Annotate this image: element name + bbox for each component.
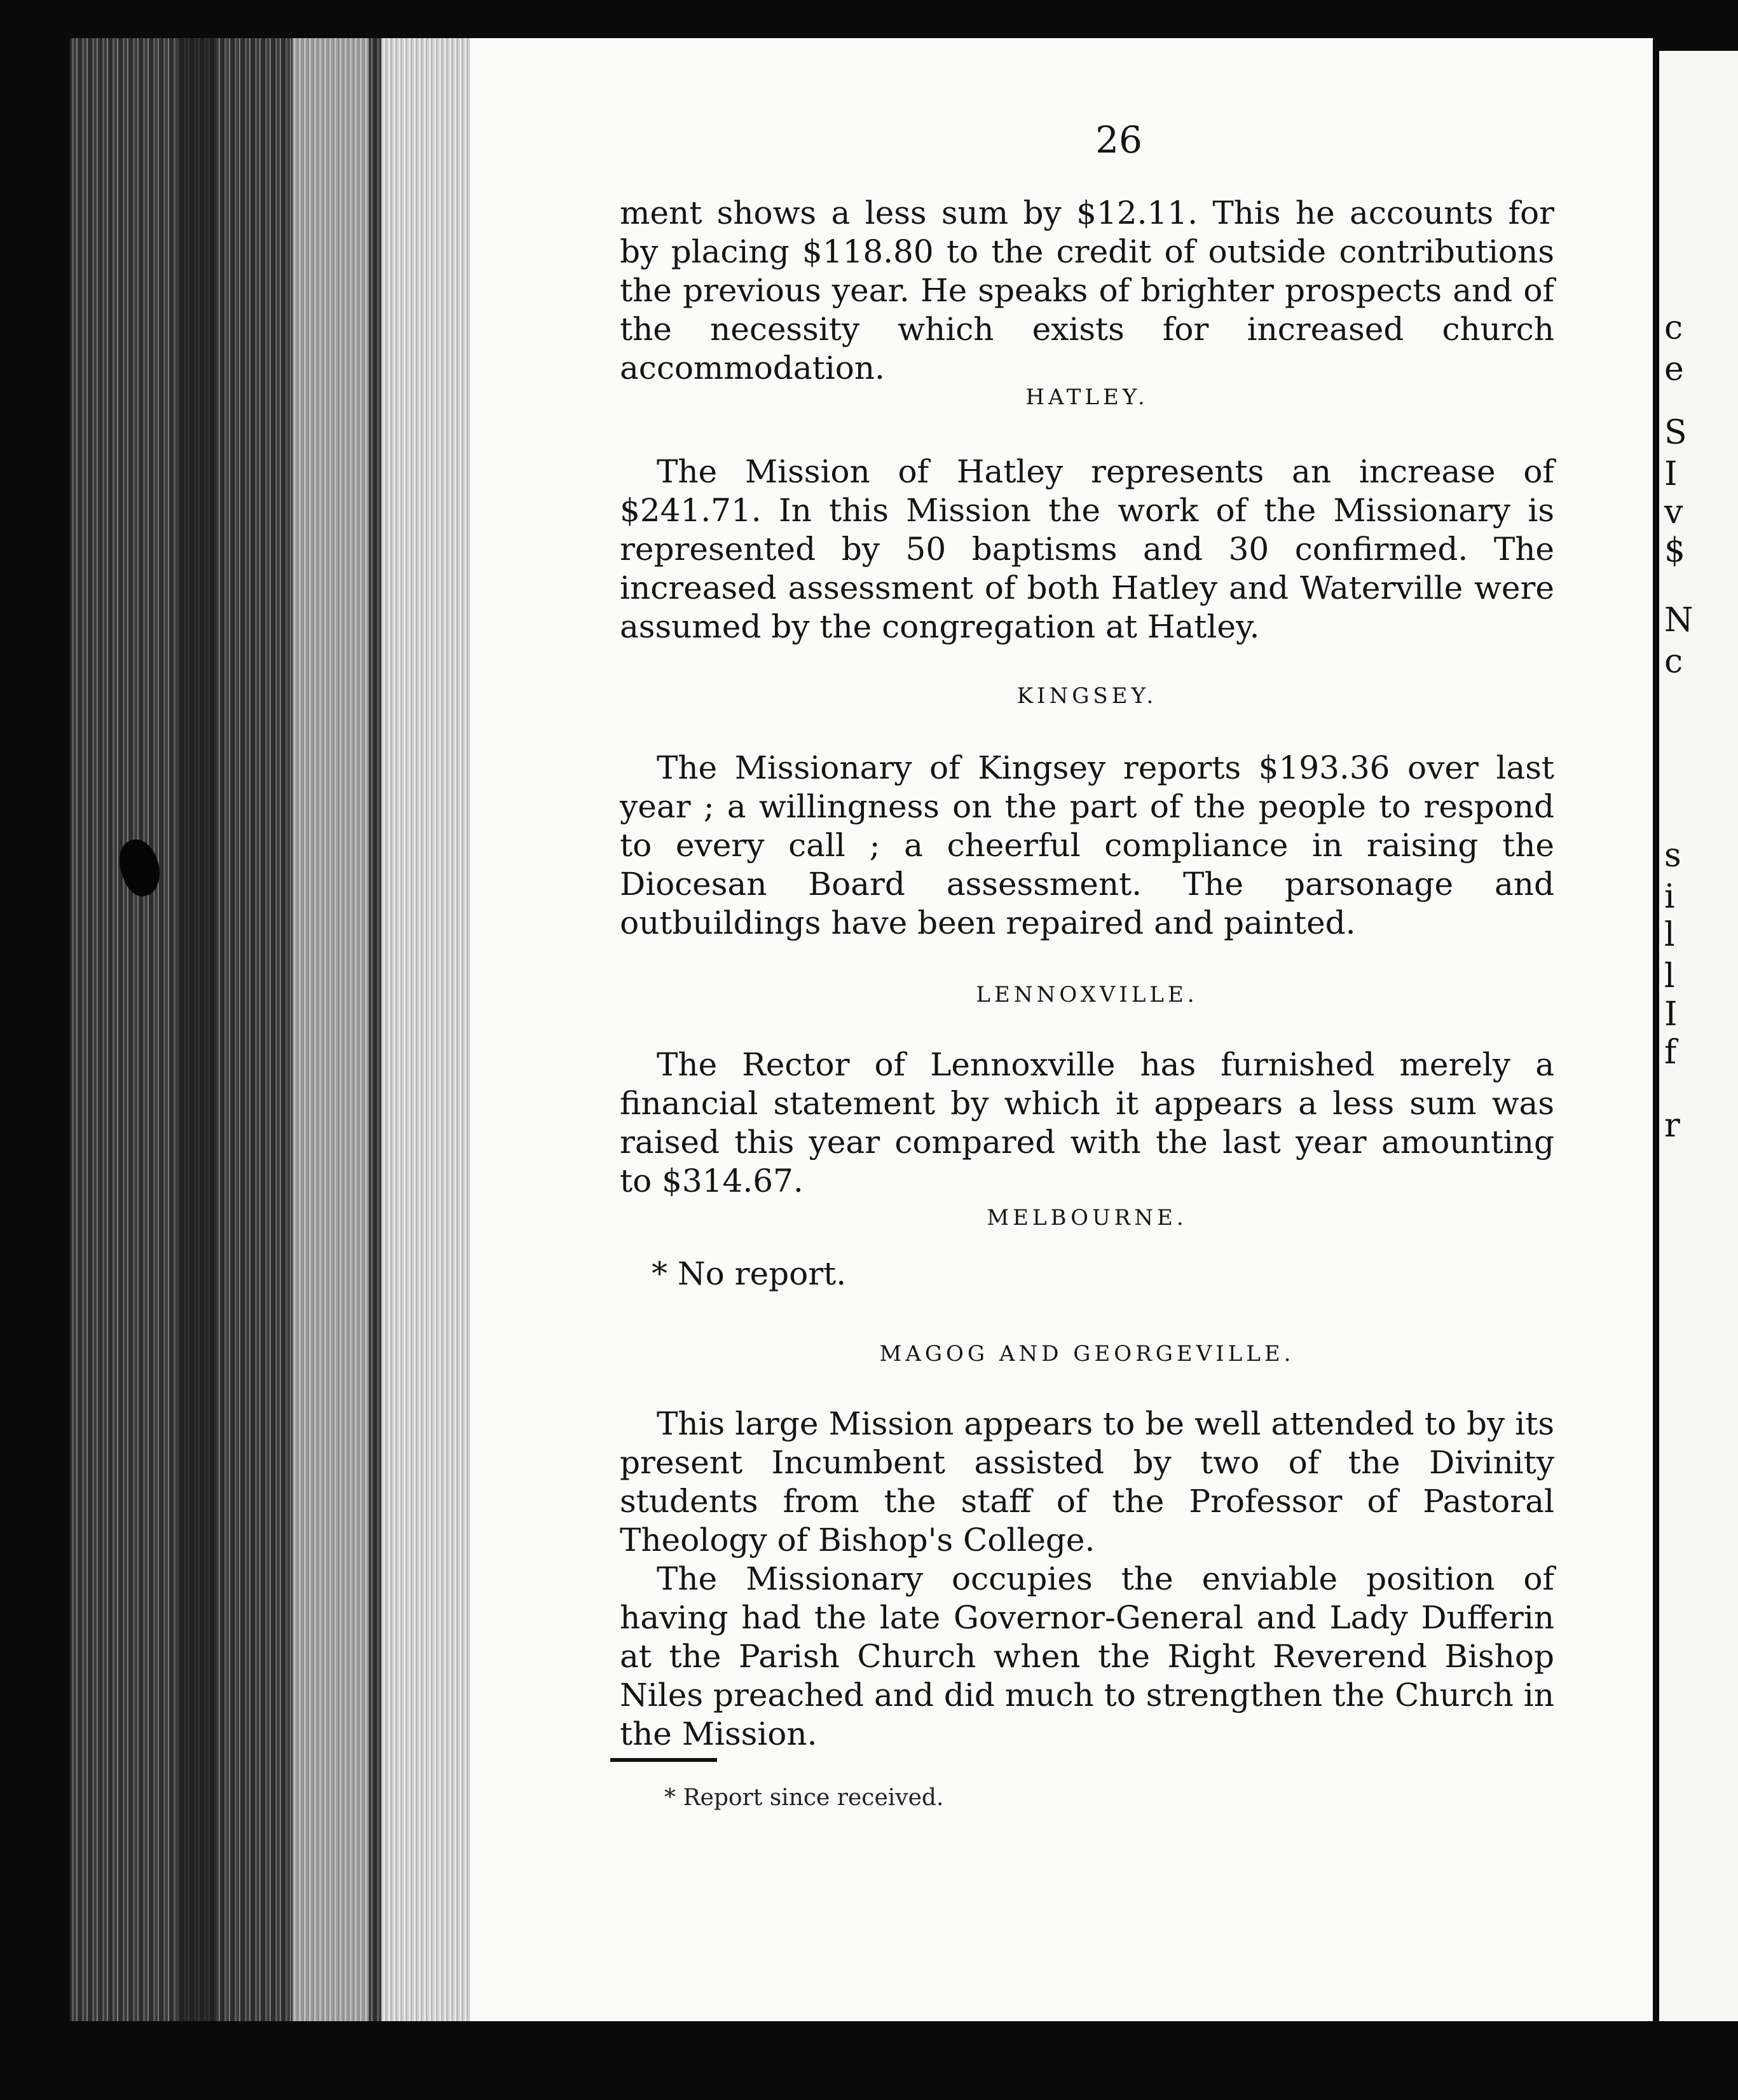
next-page-fragment: c: [1664, 309, 1683, 347]
paragraph-text: The Missionary of Kingsey reports $193.36 over last year ; a willingness on the part of the people to respond to every call ; a cheerful compliance in raising the Diocesan Board assessment. The parsonage and outbuildings have been repaired and painted.: [620, 749, 1554, 941]
intro-paragraph: [620, 194, 1554, 388]
next-page-fragment: l: [1664, 916, 1675, 954]
paragraph-text: The Mission of Hatley represents an increase of $241.71. In this Mission the work of the Missionary is represented by 50 baptisms and 30 confirmed. The increased assessment of both Hatley and Waterville were assumed by the congregation at Hatley.: [620, 453, 1554, 645]
heading-magog-georgeville: MAGOG AND GEORGEVILLE.: [879, 1341, 1295, 1367]
next-page-fragment: f: [1664, 1033, 1677, 1072]
magog-paragraphs: [620, 1405, 1554, 1754]
paragraph-text: This large Mission appears to be well attended to by its present Incumbent assisted by two of the Divinity students from the staff of the Professor of Pastoral Theology of Bishop's College.: [620, 1405, 1554, 1558]
next-page-fragment: N: [1664, 601, 1694, 639]
next-page-sliver: [1659, 51, 1738, 2021]
footnote-divider: [610, 1758, 717, 1762]
kingsey-paragraph: [620, 749, 1554, 943]
next-page-fragment: s: [1664, 836, 1681, 875]
book-edge-pages: [292, 38, 369, 2021]
paragraph-text: The Missionary occupies the enviable position of having had the late Governor-General and Lady Dufferin at the Parish Church when the Right Reverend Bishop Niles preached and did much to strengthen the Church in the Mission.: [620, 1560, 1554, 1752]
paragraph-text: ment shows a less sum by $12.11. This he accounts for by placing $118.80 to the credit of outside contributions the previous year. He speaks of brighter prospects and of the necessity which exists for increased church accommodation.: [620, 194, 1554, 386]
hatley-paragraph: [620, 453, 1554, 646]
lennoxville-paragraph: [620, 1046, 1554, 1201]
melbourne-no-report: * No report.: [652, 1255, 847, 1292]
heading-melbourne: MELBOURNE.: [987, 1205, 1187, 1231]
next-page-fragment: l: [1664, 957, 1675, 995]
next-page-fragment: I: [1664, 995, 1678, 1033]
next-page-fragment: i: [1664, 878, 1675, 916]
heading-hatley: HATLEY.: [1025, 385, 1149, 410]
next-page-fragment: c: [1664, 643, 1683, 681]
next-page-fragment: r: [1664, 1107, 1680, 1145]
footnote: * Report since received.: [664, 1785, 944, 1811]
heading-lennoxville: LENNOXVILLE.: [976, 982, 1198, 1007]
book-edge-shadow: [178, 38, 216, 2021]
book-edge-pages-light: [381, 38, 470, 2021]
next-page-fragment: e: [1664, 350, 1684, 388]
next-page-fragment: v: [1664, 493, 1683, 531]
paragraph-text: The Rector of Lennoxville has furnished merely a financial statement by which it appears a less sum was raised this year compared with the last year amounting to $314.67.: [620, 1046, 1554, 1199]
next-page-fragment: $: [1664, 531, 1686, 569]
next-page-fragment: S: [1664, 414, 1687, 452]
heading-kingsey: KINGSEY.: [1016, 683, 1158, 709]
next-page-fragment: I: [1664, 455, 1678, 493]
page-number: 26: [1095, 118, 1142, 161]
